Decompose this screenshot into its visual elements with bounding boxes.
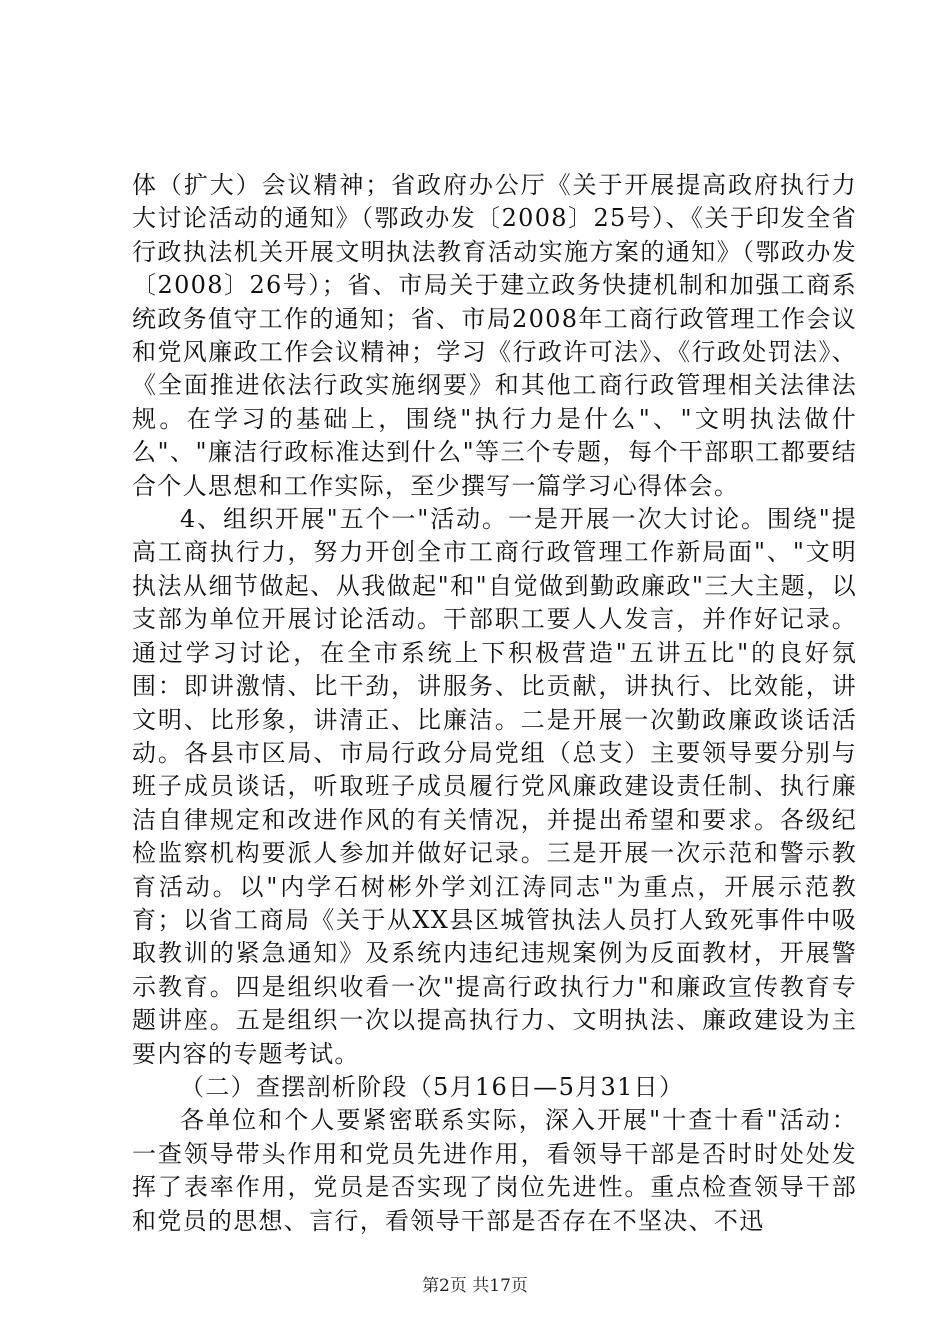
paragraph-ten-checks: 各单位和个人要紧密联系实际，深入开展"十查十看"活动：一查领导带头作用和党员先进作用，看领导干部是否时时处处发挥了表率作用，党员是否实现了岗位先进性。重点检查领导干部和党员的思想、言行，看领导干部是否存在不坚决、不迅: [132, 1106, 857, 1235]
paragraph-study-content: 体（扩大）会议精神；省政府办公厅《关于开展提高政府执行力大讨论活动的通知》（鄂政办发〔2008〕25号）、《关于印发全省行政执法机关开展文明执法教育活动实施方案的通知》（鄂政办发〔2008〕26号）；省、市局关于建立政务快捷机制和加强工商系统政务值守工作的通知；省、市局2008年工商行政管理工作会议和党风廉政工作会议精神；学习《行政许可法》、《行政处罚法》、《全面推进依法行政实施纲要》和其他工商行政管理相关法律法规。在学习的基础上，围绕"执行力是什么"、"文明执法做什么"、"廉洁行政标准达到什么"等三个专题，每个干部职工都要结合个人思想和工作实际，至少撰写一篇学习心得体会。: [132, 171, 857, 500]
page-footer: 第2页 共17页: [422, 1276, 528, 1296]
document-body: [132, 169, 857, 1238]
section-heading-review-stage: （二）查摆剖析阶段（5月16日—5月31日）: [180, 1072, 685, 1101]
paragraph-five-activities: 4、组织开展"五个一"活动。一是开展一次大讨论。围绕"提高工商执行力，努力开创全市工商行政管理工作新局面"、"文明执法从细节做起、从我做起"和"自觉做到勤政廉政"三大主题，以支部为单位开展讨论活动。干部职工要人人发言，并作好记录。通过学习讨论，在全市系统上下积极营造"五讲五比"的良好氛围：即讲激情、比干劲，讲服务、比贡献，讲执行、比效能，讲文明、比形象，讲清正、比廉洁。二是开展一次勤政廉政谈话活动。各县市区局、市局行政分局党组（总支）主要领导要分别与班子成员谈话，听取班子成员履行党风廉政建设责任制、执行廉洁自律规定和改进作风的有关情况，并提出希望和要求。各级纪检监察机构要派人参加并做好记录。三是开展一次示范和警示教育活动。以"内学石树彬外学刘江涛同志"为重点，开展示范教育；以省工商局《关于从XX县区城管执法人员打人致死事件中吸取教训的紧急通知》及系统内违纪违规案例为反面教材，开展警示教育。四是组织收看一次"提高行政执行力"和廉政宣传教育专题讲座。五是组织一次以提高执行力、文明执法、廉政建设为主要内容的专题考试。: [132, 505, 857, 1068]
